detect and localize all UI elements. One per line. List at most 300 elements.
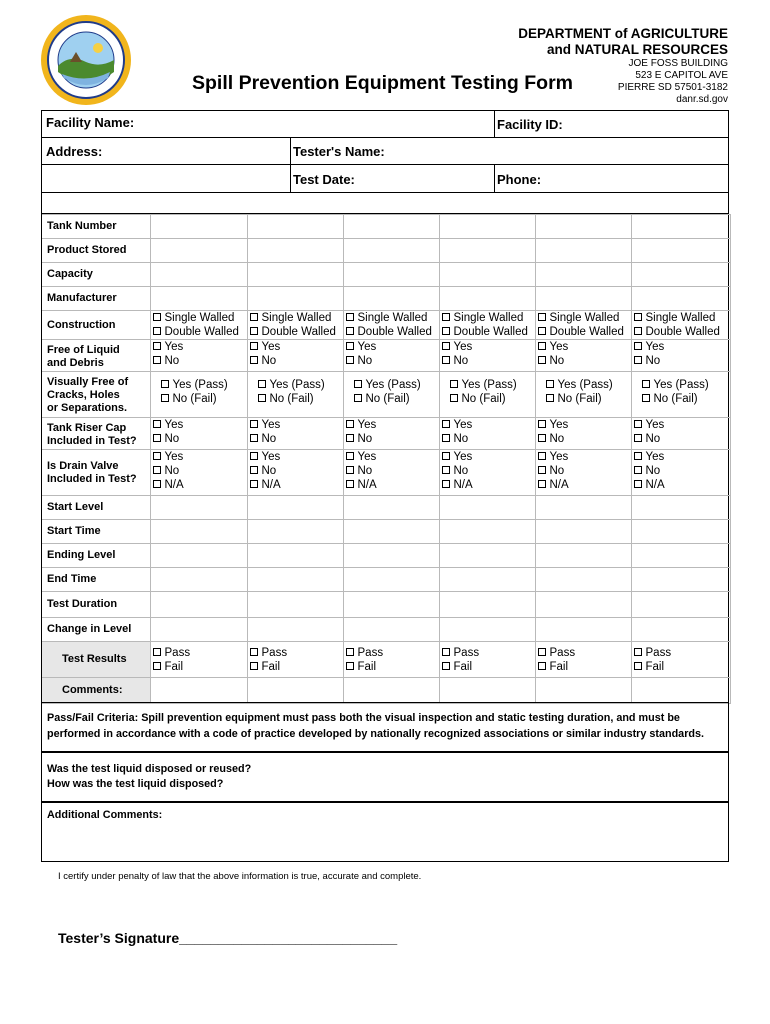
option-label: Fail [164, 661, 184, 673]
test-duration-cell[interactable] [535, 592, 631, 618]
no-option[interactable] [153, 432, 245, 446]
comments-cell[interactable] [247, 678, 343, 704]
product-cell[interactable] [343, 239, 439, 263]
checkbox-icon [250, 662, 258, 670]
pass-fail-criteria [41, 702, 729, 752]
fail-option[interactable] [346, 660, 437, 674]
address-field[interactable]: Address: [46, 144, 103, 159]
label-line: and Debris [47, 357, 104, 369]
checkbox-icon [442, 356, 450, 364]
manufacturer-cell[interactable] [631, 287, 730, 311]
checkbox-icon [250, 648, 258, 656]
checkbox-icon [153, 342, 161, 350]
option-label: No [453, 465, 469, 477]
comments-label: Comments: [42, 678, 150, 704]
tank-number-cell[interactable] [150, 215, 247, 239]
checkbox-icon [258, 394, 266, 402]
option-label: Yes [645, 341, 665, 353]
double-walled-option[interactable] [153, 325, 245, 339]
yes-option[interactable] [346, 340, 437, 354]
manufacturer-cell[interactable] [247, 287, 343, 311]
option-label: Fail [549, 661, 569, 673]
option-label: Pass [164, 647, 191, 659]
start-level-cell[interactable] [247, 496, 343, 520]
product-cell[interactable] [631, 239, 730, 263]
tester-name-field[interactable]: Tester's Name: [293, 144, 385, 159]
manufacturer-cell[interactable] [439, 287, 535, 311]
option-label: Yes [357, 419, 377, 431]
option-label: Yes (Pass) [653, 379, 709, 391]
ending-level-label: Ending Level [42, 544, 150, 568]
capacity-cell[interactable] [247, 263, 343, 287]
end-time-cell[interactable] [150, 568, 247, 592]
option-label: Yes [164, 341, 184, 353]
fail-option[interactable] [538, 660, 629, 674]
checkbox-icon [153, 648, 161, 656]
additional-comments-label: Additional Comments: [47, 809, 163, 821]
start-level-label: Start Level [42, 496, 150, 520]
start-time-cell[interactable] [439, 520, 535, 544]
start-time-cell[interactable] [631, 520, 730, 544]
department-line-1: DEPARTMENT of AGRICULTURE [518, 26, 728, 41]
label-line: Cracks, Holes [47, 389, 120, 401]
checkbox-icon [546, 380, 554, 388]
option-label: Yes [453, 419, 473, 431]
yes-option[interactable] [250, 340, 341, 354]
tank-number-cell[interactable] [535, 215, 631, 239]
capacity-cell[interactable] [535, 263, 631, 287]
no-option[interactable] [346, 464, 437, 478]
address-line: PIERRE SD 57501-3182 [617, 82, 728, 93]
yes-option[interactable] [442, 340, 533, 354]
no-option[interactable] [346, 432, 437, 446]
start-level-cell[interactable] [343, 496, 439, 520]
ending-level-cell[interactable] [439, 544, 535, 568]
change-in-level-cell[interactable] [150, 618, 247, 642]
checkbox-icon [538, 452, 546, 460]
pass-option[interactable] [346, 646, 437, 660]
checkbox-icon [442, 662, 450, 670]
yes-option[interactable] [250, 418, 341, 432]
checkbox-icon [634, 327, 642, 335]
option-label: No [645, 355, 661, 367]
yes-option[interactable] [346, 450, 437, 464]
comments-cell[interactable] [535, 678, 631, 704]
tank-test-grid [41, 214, 729, 704]
test-duration-label: Test Duration [42, 592, 150, 618]
facility-info-block [41, 110, 729, 214]
checkbox-icon [634, 313, 642, 321]
no-fail-option[interactable] [354, 392, 437, 406]
option-label: Yes [645, 451, 665, 463]
start-time-cell[interactable] [343, 520, 439, 544]
option-label: No [164, 355, 180, 367]
na-option[interactable] [634, 478, 728, 492]
yes-option[interactable] [538, 340, 629, 354]
checkbox-icon [250, 327, 258, 335]
construction-label: Construction [42, 311, 150, 340]
single-walled-option[interactable] [250, 311, 341, 325]
start-time-cell[interactable] [150, 520, 247, 544]
liquid-question-2: How was the test liquid disposed? [47, 778, 224, 790]
option-label: Yes [261, 419, 281, 431]
double-walled-option[interactable] [346, 325, 437, 339]
checkbox-icon [250, 356, 258, 364]
no-option[interactable] [538, 354, 629, 368]
end-time-cell[interactable] [343, 568, 439, 592]
department-heading [518, 26, 728, 58]
option-label: Yes (Pass) [461, 379, 517, 391]
ending-level-cell[interactable] [150, 544, 247, 568]
capacity-cell[interactable] [150, 263, 247, 287]
yes-option[interactable] [442, 450, 533, 464]
phone-field[interactable]: Phone: [497, 172, 542, 187]
option-label: No [261, 465, 277, 477]
state-seal-logo [40, 14, 132, 106]
checkbox-icon [346, 342, 354, 350]
checkbox-icon [346, 356, 354, 364]
pass-option[interactable] [634, 646, 728, 660]
no-option[interactable] [250, 464, 341, 478]
no-option[interactable] [634, 432, 728, 446]
single-walled-option[interactable] [538, 311, 629, 325]
checkbox-icon [442, 466, 450, 474]
checkbox-icon [442, 327, 450, 335]
checkbox-icon [354, 380, 362, 388]
yes-pass-option[interactable] [642, 378, 728, 392]
option-label: No [549, 465, 565, 477]
checkbox-icon [634, 480, 642, 488]
option-label: Single Walled [549, 312, 620, 324]
test-duration-cell[interactable] [247, 592, 343, 618]
checkbox-icon [538, 662, 546, 670]
department-line-2: and NATURAL RESOURCES [546, 42, 728, 57]
checkbox-icon [250, 420, 258, 428]
end-time-cell[interactable] [535, 568, 631, 592]
option-label: Pass [357, 647, 384, 659]
checkbox-icon [161, 394, 169, 402]
capacity-label: Capacity [42, 263, 150, 287]
test-duration-cell[interactable] [343, 592, 439, 618]
end-time-cell[interactable] [439, 568, 535, 592]
no-option[interactable] [442, 354, 533, 368]
option-label: Pass [261, 647, 288, 659]
manufacturer-cell[interactable] [535, 287, 631, 311]
double-walled-option[interactable] [538, 325, 629, 339]
na-option[interactable] [538, 478, 629, 492]
product-cell[interactable] [439, 239, 535, 263]
checkbox-icon [153, 327, 161, 335]
option-label: Yes [357, 451, 377, 463]
fail-option[interactable] [634, 660, 728, 674]
tank-number-cell[interactable] [631, 215, 730, 239]
test-duration-cell[interactable] [631, 592, 730, 618]
yes-pass-option[interactable] [450, 378, 533, 392]
test-duration-cell[interactable] [150, 592, 247, 618]
checkbox-icon [450, 394, 458, 402]
double-walled-option[interactable] [442, 325, 533, 339]
option-label: Double Walled [453, 326, 528, 338]
checkbox-icon [634, 420, 642, 428]
checkbox-icon [634, 466, 642, 474]
checkbox-icon [538, 434, 546, 442]
checkbox-icon [538, 313, 546, 321]
yes-option[interactable] [346, 418, 437, 432]
start-level-cell[interactable] [535, 496, 631, 520]
start-time-cell[interactable] [535, 520, 631, 544]
no-option[interactable] [153, 464, 245, 478]
option-label: Yes [549, 451, 569, 463]
no-fail-option[interactable] [450, 392, 533, 406]
end-time-cell[interactable] [631, 568, 730, 592]
option-label: Fail [261, 661, 281, 673]
option-label: Yes [549, 341, 569, 353]
label-line: or Separations. [47, 402, 128, 414]
checkbox-icon [538, 327, 546, 335]
option-label: Double Walled [357, 326, 432, 338]
criteria-line: performed in accordance with a code of practice developed by nationally recognized associations or similar industry standards. [47, 728, 704, 740]
form-title: Spill Prevention Equipment Testing Form [192, 72, 574, 94]
yes-option[interactable] [634, 450, 728, 464]
fail-option[interactable] [153, 660, 245, 674]
no-option[interactable] [538, 464, 629, 478]
checkbox-icon [354, 394, 362, 402]
checkbox-icon [153, 356, 161, 364]
no-option[interactable] [442, 432, 533, 446]
checkbox-icon [442, 434, 450, 442]
capacity-cell[interactable] [343, 263, 439, 287]
na-option[interactable] [346, 478, 437, 492]
yes-option[interactable] [538, 450, 629, 464]
option-label: No [645, 465, 661, 477]
single-walled-option[interactable] [442, 311, 533, 325]
option-label: Yes (Pass) [365, 379, 421, 391]
checkbox-icon [153, 480, 161, 488]
option-label: Yes [261, 451, 281, 463]
option-label: Yes (Pass) [557, 379, 613, 391]
no-fail-option[interactable] [642, 392, 728, 406]
ending-level-cell[interactable] [631, 544, 730, 568]
tester-signature-line[interactable]: Tester’s Signature____________________________ [58, 930, 398, 946]
manufacturer-cell[interactable] [343, 287, 439, 311]
option-label: Yes [453, 451, 473, 463]
tank-number-cell[interactable] [343, 215, 439, 239]
no-option[interactable] [538, 432, 629, 446]
option-label: Single Walled [261, 312, 332, 324]
capacity-cell[interactable] [439, 263, 535, 287]
department-address [618, 58, 728, 106]
option-label: Single Walled [357, 312, 428, 324]
no-option[interactable] [346, 354, 437, 368]
product-cell[interactable] [150, 239, 247, 263]
checkbox-icon [258, 380, 266, 388]
change-in-level-cell[interactable] [343, 618, 439, 642]
drain-valve-label [42, 450, 150, 496]
ending-level-cell[interactable] [535, 544, 631, 568]
pass-option[interactable] [250, 646, 341, 660]
checkbox-icon [538, 342, 546, 350]
product-cell[interactable] [535, 239, 631, 263]
yes-option[interactable] [634, 340, 728, 354]
checkbox-icon [634, 662, 642, 670]
yes-option[interactable] [153, 340, 245, 354]
label-line: Included in Test? [47, 435, 137, 447]
single-walled-option[interactable] [153, 311, 245, 325]
no-fail-option[interactable] [161, 392, 245, 406]
checkbox-icon [153, 420, 161, 428]
no-fail-option[interactable] [258, 392, 341, 406]
yes-pass-option[interactable] [161, 378, 245, 392]
facility-name-field[interactable]: Facility Name: [46, 115, 135, 130]
option-label: No [357, 355, 373, 367]
double-walled-option[interactable] [634, 325, 728, 339]
single-walled-option[interactable] [346, 311, 437, 325]
checkbox-icon [250, 466, 258, 474]
pass-option[interactable] [442, 646, 533, 660]
end-time-cell[interactable] [247, 568, 343, 592]
na-option[interactable] [442, 478, 533, 492]
yes-pass-option[interactable] [258, 378, 341, 392]
option-label: Yes [645, 419, 665, 431]
capacity-cell[interactable] [631, 263, 730, 287]
comments-cell[interactable] [343, 678, 439, 704]
checkbox-icon [346, 480, 354, 488]
option-label: Pass [645, 647, 672, 659]
checkbox-icon [538, 466, 546, 474]
no-option[interactable] [250, 432, 341, 446]
ending-level-cell[interactable] [343, 544, 439, 568]
option-label: Yes [164, 451, 184, 463]
comments-cell[interactable] [439, 678, 535, 704]
double-walled-option[interactable] [250, 325, 341, 339]
address-line: danr.sd.gov [676, 94, 728, 105]
ending-level-cell[interactable] [247, 544, 343, 568]
yes-option[interactable] [153, 450, 245, 464]
start-time-cell[interactable] [247, 520, 343, 544]
checkbox-icon [642, 394, 650, 402]
manufacturer-label: Manufacturer [42, 287, 150, 311]
na-option[interactable] [250, 478, 341, 492]
checkbox-icon [346, 466, 354, 474]
comments-cell[interactable] [631, 678, 730, 704]
yes-option[interactable] [153, 418, 245, 432]
no-option[interactable] [634, 464, 728, 478]
label-line: Visually Free of [47, 376, 129, 388]
test-liquid-section[interactable] [41, 752, 729, 802]
checkbox-icon [153, 466, 161, 474]
pass-option[interactable] [153, 646, 245, 660]
option-label: No [645, 433, 661, 445]
option-label: Yes [164, 419, 184, 431]
checkbox-icon [346, 452, 354, 460]
checkbox-icon [546, 394, 554, 402]
pass-option[interactable] [538, 646, 629, 660]
yes-option[interactable] [538, 418, 629, 432]
checkbox-icon [346, 662, 354, 670]
checkbox-icon [346, 327, 354, 335]
na-option[interactable] [153, 478, 245, 492]
yes-pass-option[interactable] [354, 378, 437, 392]
test-date-field[interactable]: Test Date: [293, 172, 355, 187]
criteria-line: Pass/Fail Criteria: Spill prevention equipment must pass both the visual inspection and static testing duration, and must be [47, 712, 680, 724]
product-cell[interactable] [247, 239, 343, 263]
additional-comments-box[interactable] [41, 802, 729, 862]
change-in-level-cell[interactable] [247, 618, 343, 642]
checkbox-icon [538, 480, 546, 488]
label-line: Included in Test? [47, 472, 137, 485]
option-label: No [549, 433, 565, 445]
fail-option[interactable] [442, 660, 533, 674]
option-label: Fail [357, 661, 377, 673]
yes-option[interactable] [250, 450, 341, 464]
option-label: No [164, 433, 180, 445]
checkbox-icon [153, 434, 161, 442]
option-label: No (Fail) [461, 393, 506, 405]
checkbox-icon [442, 452, 450, 460]
no-fail-option[interactable] [546, 392, 629, 406]
yes-option[interactable] [634, 418, 728, 432]
tank-test-table [42, 214, 731, 704]
start-level-cell[interactable] [439, 496, 535, 520]
yes-option[interactable] [442, 418, 533, 432]
no-option[interactable] [442, 464, 533, 478]
comments-cell[interactable] [150, 678, 247, 704]
tank-number-cell[interactable] [439, 215, 535, 239]
option-label: Yes [261, 341, 281, 353]
manufacturer-cell[interactable] [150, 287, 247, 311]
option-label: No (Fail) [557, 393, 602, 405]
fail-option[interactable] [250, 660, 341, 674]
no-option[interactable] [250, 354, 341, 368]
option-label: Double Walled [164, 326, 239, 338]
change-in-level-cell[interactable] [439, 618, 535, 642]
label-line: Is Drain Valve [47, 459, 119, 472]
checkbox-icon [442, 313, 450, 321]
tank-number-cell[interactable] [247, 215, 343, 239]
option-label: Single Walled [645, 312, 716, 324]
liquid-question-1: Was the test liquid disposed or reused? [47, 763, 252, 775]
start-level-cell[interactable] [150, 496, 247, 520]
checkbox-icon [250, 434, 258, 442]
test-duration-cell[interactable] [439, 592, 535, 618]
checkbox-icon [153, 313, 161, 321]
single-walled-option[interactable] [634, 311, 728, 325]
no-option[interactable] [153, 354, 245, 368]
option-label: No [453, 355, 469, 367]
option-label: No [164, 465, 180, 477]
address-line: JOE FOSS BUILDING [628, 58, 728, 69]
free-of-liquid-label [42, 340, 150, 372]
change-in-level-cell[interactable] [631, 618, 730, 642]
option-label: N/A [549, 479, 569, 491]
option-label: No [261, 433, 277, 445]
checkbox-icon [634, 648, 642, 656]
option-label: No (Fail) [653, 393, 698, 405]
start-level-cell[interactable] [631, 496, 730, 520]
checkbox-icon [442, 420, 450, 428]
change-in-level-cell[interactable] [535, 618, 631, 642]
facility-id-field[interactable]: Facility ID: [497, 117, 563, 132]
checkbox-icon [442, 342, 450, 350]
no-option[interactable] [634, 354, 728, 368]
yes-pass-option[interactable] [546, 378, 629, 392]
checkbox-icon [153, 452, 161, 460]
option-label: No [261, 355, 277, 367]
checkbox-icon [153, 662, 161, 670]
checkbox-icon [450, 380, 458, 388]
option-label: Yes [357, 341, 377, 353]
checkbox-icon [346, 648, 354, 656]
